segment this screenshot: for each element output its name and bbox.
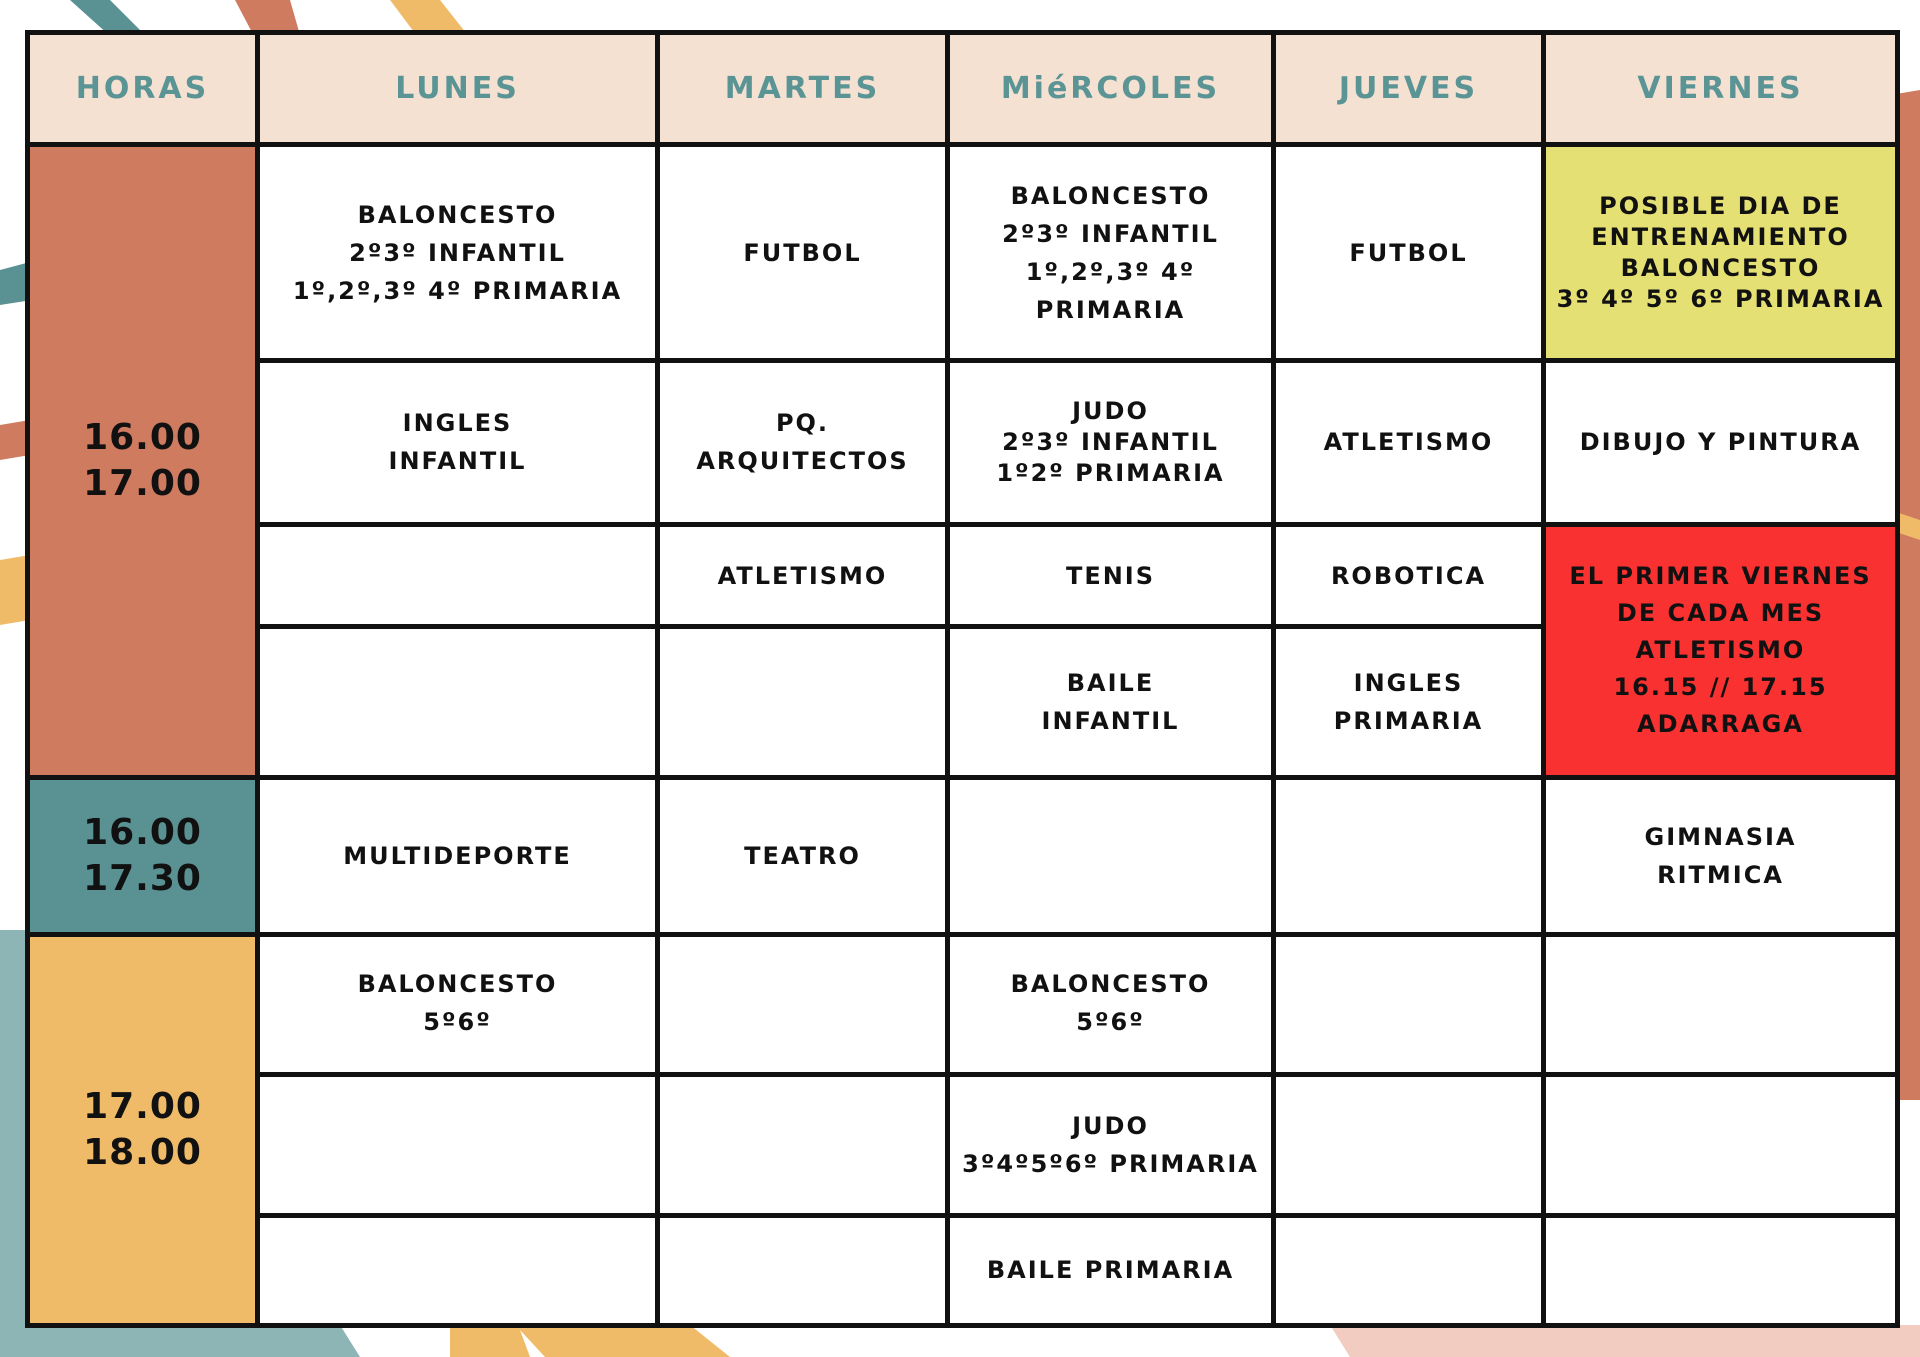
cell-martes xyxy=(658,1075,948,1215)
header-horas: HORAS xyxy=(28,33,258,145)
cell-martes: PQ. ARQUITECTOS xyxy=(658,360,948,524)
cell-miercoles: TENIS xyxy=(948,525,1274,627)
cell-lunes: MULTIDEPORTE xyxy=(258,777,658,934)
cell-viernes xyxy=(1544,935,1898,1075)
cell-viernes: DIBUJO Y PINTURA xyxy=(1544,360,1898,524)
table-row xyxy=(28,360,1898,524)
cell-miercoles: JUDO 3º4º5º6º PRIMARIA xyxy=(948,1075,1274,1215)
header-row xyxy=(28,33,1898,145)
cell-jueves: ATLETISMO xyxy=(1274,360,1544,524)
cell-viernes: GIMNASIA RITMICA xyxy=(1544,777,1898,934)
cell-lunes xyxy=(258,1075,658,1215)
cell-jueves xyxy=(1274,1075,1544,1215)
cell-lunes xyxy=(258,1215,658,1325)
cell-lunes xyxy=(258,525,658,627)
table-row xyxy=(28,935,1898,1075)
header-viernes: VIERNES xyxy=(1544,33,1898,145)
table-row xyxy=(28,525,1898,627)
cell-martes: FUTBOL xyxy=(658,145,948,361)
cell-lunes: BALONCESTO 2º3º INFANTIL 1º,2º,3º 4º PRIMARIA xyxy=(258,145,658,361)
cell-miercoles: BALONCESTO 5º6º xyxy=(948,935,1274,1075)
slot-label: 16.00 17.30 xyxy=(28,777,258,934)
header-jueves: JUEVES xyxy=(1274,33,1544,145)
cell-miercoles: BALONCESTO 2º3º INFANTIL 1º,2º,3º 4º PRIMARIA xyxy=(948,145,1274,361)
header-lunes: LUNES xyxy=(258,33,658,145)
cell-lunes xyxy=(258,627,658,777)
cell-lunes: INGLES INFANTIL xyxy=(258,360,658,524)
cell-miercoles: BAILE PRIMARIA xyxy=(948,1215,1274,1325)
cell-jueves xyxy=(1274,1215,1544,1325)
cell-miercoles: JUDO 2º3º INFANTIL 1º2º PRIMARIA xyxy=(948,360,1274,524)
activities-timetable xyxy=(25,30,1900,1328)
cell-miercoles: BAILE INFANTIL xyxy=(948,627,1274,777)
cell-viernes: POSIBLE DIA DE ENTRENAMIENTO BALONCESTO 3º 4º 5º 6º PRIMARIA xyxy=(1544,145,1898,361)
slot-label: 16.00 17.00 xyxy=(28,145,258,777)
cell-martes: ATLETISMO xyxy=(658,525,948,627)
cell-viernes xyxy=(1544,1075,1898,1215)
cell-miercoles xyxy=(948,777,1274,934)
table-row xyxy=(28,145,1898,361)
table-row xyxy=(28,1215,1898,1325)
cell-lunes: BALONCESTO 5º6º xyxy=(258,935,658,1075)
table-row xyxy=(28,777,1898,934)
cell-viernes xyxy=(1544,1215,1898,1325)
table-row xyxy=(28,1075,1898,1215)
cell-martes: TEATRO xyxy=(658,777,948,934)
cell-jueves: INGLES PRIMARIA xyxy=(1274,627,1544,777)
cell-jueves xyxy=(1274,935,1544,1075)
cell-martes xyxy=(658,1215,948,1325)
cell-martes xyxy=(658,627,948,777)
slot-label: 17.00 18.00 xyxy=(28,935,258,1326)
header-martes: MARTES xyxy=(658,33,948,145)
cell-viernes: EL PRIMER VIERNES DE CADA MES ATLETISMO 16.15 // 17.15 ADARRAGA xyxy=(1544,525,1898,778)
header-miercoles: MiéRCOLES xyxy=(948,33,1274,145)
cell-jueves xyxy=(1274,777,1544,934)
cell-martes xyxy=(658,935,948,1075)
cell-jueves: FUTBOL xyxy=(1274,145,1544,361)
cell-jueves: ROBOTICA xyxy=(1274,525,1544,627)
